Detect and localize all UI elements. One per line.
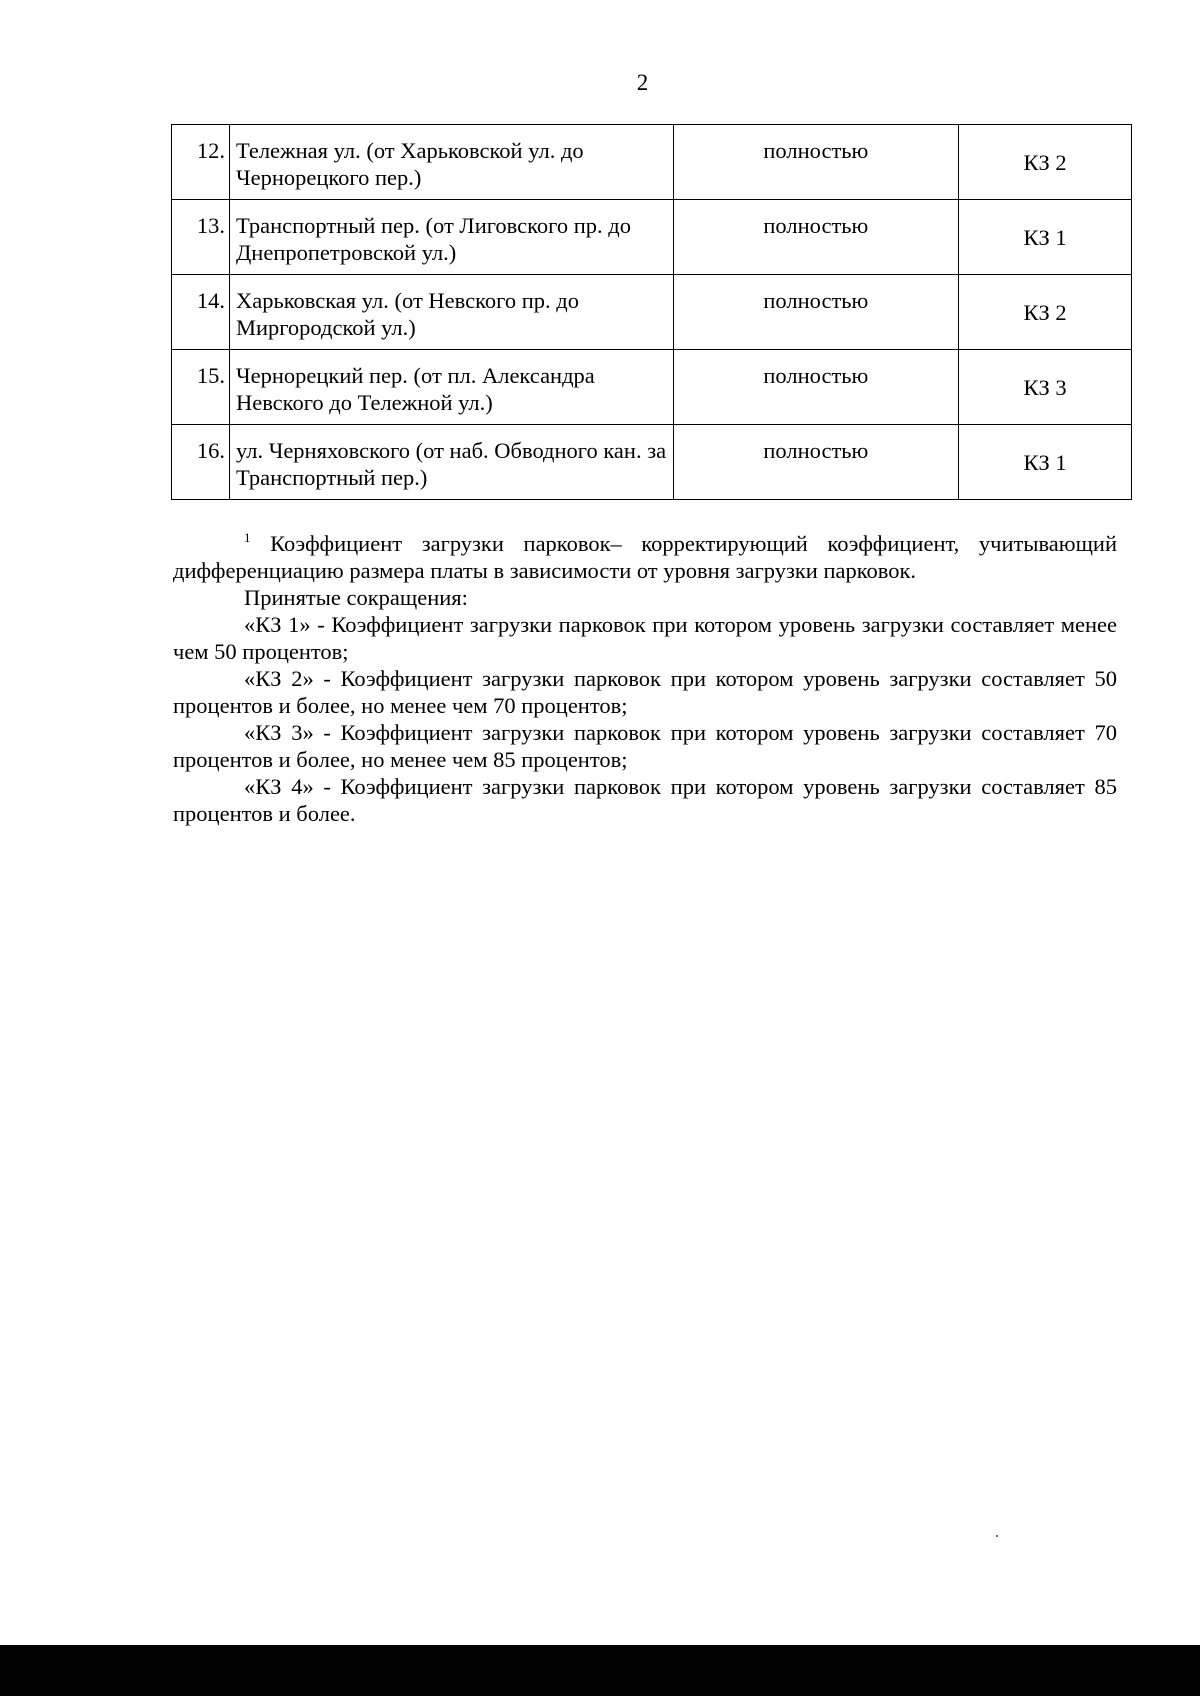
load-coefficient: КЗ 2 — [959, 125, 1132, 200]
streets-table — [171, 124, 1132, 500]
scan-speck — [996, 1535, 998, 1537]
abbreviations-heading: Принятые сокращения: — [244, 585, 468, 610]
table-row — [172, 125, 1132, 200]
page-number: 2 — [636, 70, 649, 95]
row-number: 12. — [172, 125, 230, 200]
street-name: Транспортный пер. (от Лиговского пр. до Днепропетровской ул.) — [229, 200, 673, 275]
street-name: ул. Черняховского (от наб. Обводного кан. за Транспортный пер.) — [229, 425, 673, 500]
street-name: Тележная ул. (от Харьковской ул. до Чернорецкого пер.) — [229, 125, 673, 200]
extent-cell: полностью — [673, 350, 959, 425]
street-name: Чернорецкий пер. (от пл. Александра Невского до Тележной ул.) — [229, 350, 673, 425]
table-row — [172, 200, 1132, 275]
abbreviation-item: «КЗ 2» - Коэффициент загрузки парковок при котором уровень загрузки составляет 50 процентов и более, но менее чем 70 процентов; — [173, 666, 1117, 718]
row-number: 14. — [172, 275, 230, 350]
load-coefficient: КЗ 1 — [959, 425, 1132, 500]
extent-cell: полностью — [673, 425, 959, 500]
table-row — [172, 350, 1132, 425]
extent-cell: полностью — [673, 125, 959, 200]
load-coefficient: КЗ 2 — [959, 275, 1132, 350]
footnote-paragraph — [173, 530, 1117, 584]
abbreviation-item: «КЗ 1» - Коэффициент загрузки парковок при котором уровень загрузки составляет менее чем 50 процентов; — [173, 612, 1117, 664]
street-name: Харьковская ул. (от Невского пр. до Миргородской ул.) — [229, 275, 673, 350]
footnote-mark: 1 — [244, 530, 251, 545]
abbreviation-item: «КЗ 3» - Коэффициент загрузки парковок при котором уровень загрузки составляет 70 процентов и более, но менее чем 85 процентов; — [173, 720, 1117, 772]
scan-border — [0, 1645, 1200, 1696]
footnote-text: Коэффициент загрузки парковок– корректирующий коэффициент, учитывающий дифференциацию размера платы в зависимости от уровня загрузки парковок. — [173, 531, 1117, 583]
load-coefficient: КЗ 1 — [959, 200, 1132, 275]
extent-cell: полностью — [673, 200, 959, 275]
notes-section — [173, 530, 1117, 827]
load-coefficient: КЗ 3 — [959, 350, 1132, 425]
row-number: 13. — [172, 200, 230, 275]
abbreviation-item: «КЗ 4» - Коэффициент загрузки парковок при котором уровень загрузки составляет 85 процентов и более. — [173, 774, 1117, 826]
extent-cell: полностью — [673, 275, 959, 350]
row-number: 15. — [172, 350, 230, 425]
row-number: 16. — [172, 425, 230, 500]
table-row — [172, 275, 1132, 350]
table-row — [172, 425, 1132, 500]
